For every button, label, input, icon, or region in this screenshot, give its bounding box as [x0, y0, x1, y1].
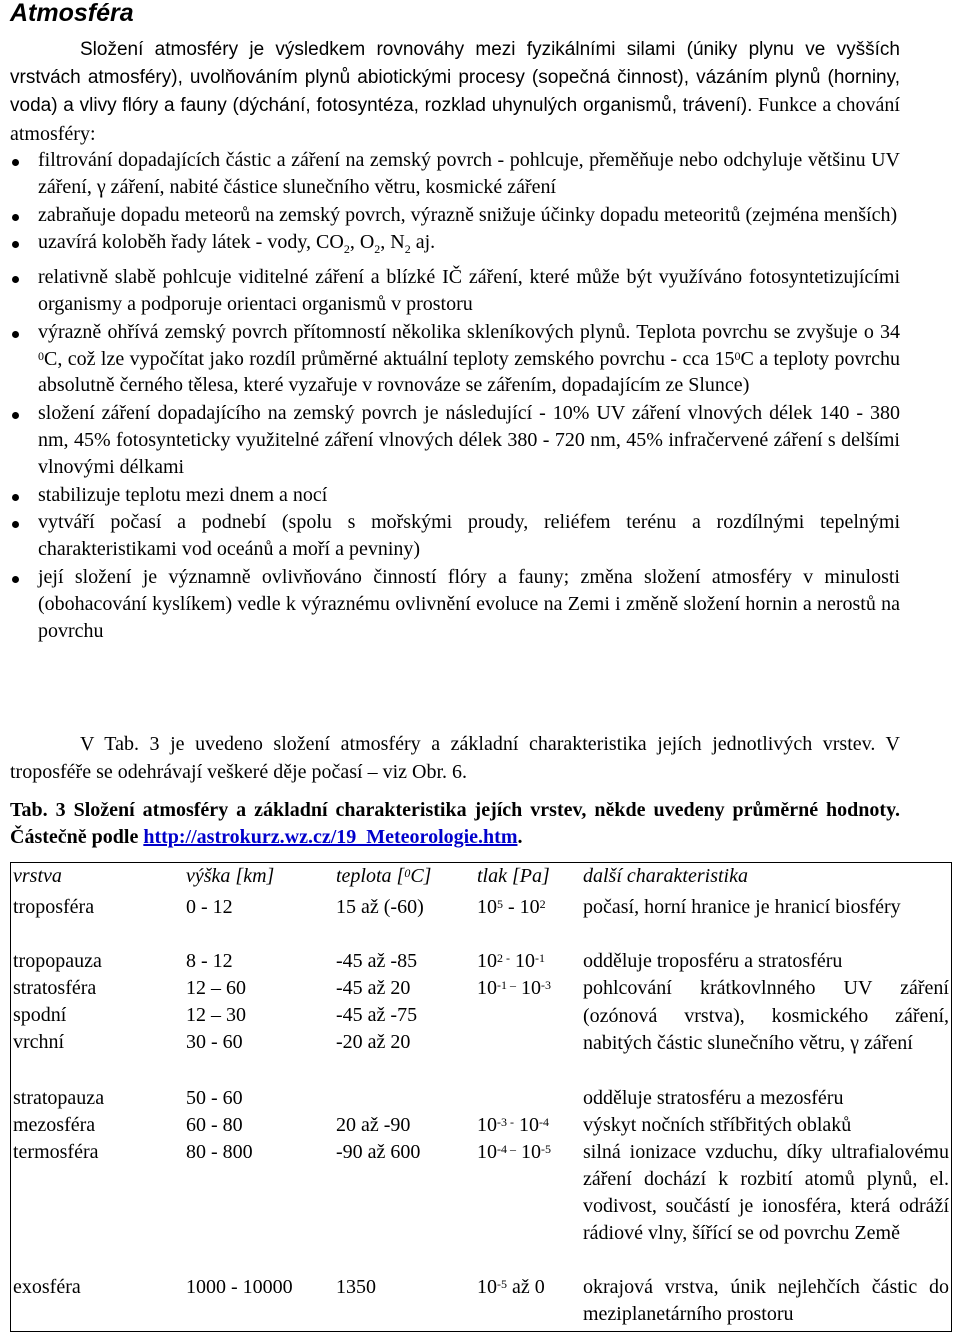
table-cell: -20 až 20 [336, 1031, 411, 1053]
source-link[interactable]: http://astrokurz.wz.cz/19_Meteorologie.htm [143, 826, 518, 848]
table-cell: $10^{-5}$ až 0 [477, 1276, 545, 1298]
list-item: výrazně ohřívá zemský povrch přítomností několika skleníkových plynů. Teplota povrchu se zvyšuje o 34 $^0$C, což lze vypočítat jako rozdíl průměrné aktuální teploty zemského povrchu - cca $15^0C$ a teploty povrchu absolutně černého tělesa, které vyzařuje v rovnováze se zářením, dopadajícím ze Slunce) [10, 319, 900, 399]
table-cell: 80 - 800 [186, 1141, 253, 1163]
table-cell: -45 až -75 [336, 1004, 418, 1026]
table-cell: stratopauza [13, 1087, 105, 1109]
table-cell: 1000 - 10000 [186, 1276, 293, 1298]
table-cell: spodní [13, 1004, 67, 1026]
atmosphere-table [10, 862, 952, 1332]
col-header-description: další charakteristika [583, 865, 748, 887]
table-cell: 15 až (-60) [336, 896, 424, 918]
table-cell: 1350 [336, 1276, 376, 1298]
list-item: stabilizuje teplotu mezi dnem a nocí [10, 482, 900, 509]
bullet-icon [12, 521, 19, 528]
list-item: uzavírá koloběh řady látek - vody, $CO_2$, $O_2$, $N_2$ aj. [10, 229, 900, 263]
table-cell: tropopauza [13, 950, 102, 972]
table-cell: $10^{-1 -}$ $10^{-3}$ [477, 977, 551, 999]
bullet-icon [12, 494, 19, 501]
col-header-temperature: teplota [$^0$C] [336, 865, 432, 887]
bullet-icon [12, 241, 19, 248]
intro-text: Složení atmosféry je výsledkem rovnováhy mezi fyzikálními silami (úniky plynu ve vyšších vrstvách atmosféry), uvolňováním plynů abiotickými procesy (sopečná činnost), vázáním plynů (horniny, voda) a vlivy flóry a fauny (dýchání, fotosyntéza, rozklad uhynulých organismů, trávení). [10, 39, 900, 117]
table-cell: $10^{-4 -}$ $10^{-5}$ [477, 1141, 551, 1163]
list-item: vytváří počasí a podnebí (spolu s mořskými proudy, reliéfem terénu a rozdílnými tepelnými charakteristikami vod oceánů a moří a pevniny) [10, 509, 900, 563]
bullet-icon [12, 576, 19, 583]
table-cell: vrchní [13, 1031, 65, 1053]
table-cell: okrajová vrstva, únik nejlehčích částic do meziplanetárního prostoru [583, 1276, 949, 1325]
table-cell: 12 – 30 [186, 1004, 246, 1026]
table-cell: pohlcování krátkovlnného UV záření (ozónová vrstva), kosmického záření, nabitých částic slunečního větru, γ záření [583, 977, 949, 1054]
table-cell: 8 - 12 [186, 950, 233, 972]
table-cell: 12 – 60 [186, 977, 246, 999]
table-cell: 20 až -90 [336, 1114, 411, 1136]
intro-paragraph [10, 36, 900, 149]
list-item: složení záření dopadajícího na zemský povrch je následující - 10% UV záření vlnových délek 140 - 380 nm, 45% fotosynteticky využitelné záření vlnových délek 380 - 720 nm, 45% infračervené záření s delšími vlnovými délkami [10, 400, 900, 480]
col-header-height: výška [km] [186, 865, 275, 887]
list-item: zabraňuje dopadu meteorů na zemský povrch, výrazně snižuje účinky dopadu meteoritů (zejména menších) [10, 202, 900, 229]
col-header-pressure: tlak [Pa] [477, 865, 550, 887]
table-cell: $10^5 - 10^2$ [477, 896, 546, 918]
table-cell: odděluje stratosféru a mezosféru [583, 1087, 844, 1109]
bullet-icon [12, 412, 19, 419]
table-cell: 0 - 12 [186, 896, 233, 918]
table-cell: odděluje troposféru a stratosféru [583, 950, 843, 972]
table-cell: $10^{-3 -}$ $10^{-4}$ [477, 1114, 549, 1136]
bullet-icon [12, 159, 19, 166]
table-cell: 60 - 80 [186, 1114, 243, 1136]
table-intro-paragraph: V Tab. 3 je uvedeno složení atmosféry a základní charakteristika jejích jednotlivých vrstev. V troposféře se odehrávají veškeré děje počasí – viz Obr. 6. [10, 733, 900, 783]
page-title: Atmosféra [10, 0, 134, 27]
list-item: relativně slabě pohlcuje viditelné záření a blízké IČ záření, které může být využíváno fotosyntetizujícími organismy a podporuje orientaci organismů v prostoru [10, 264, 900, 318]
bullet-icon [12, 276, 19, 283]
list-item: její složení je významně ovlivňováno činností flóry a fauny; změna složení atmosféry v minulosti (obohacování kyslíkem) vedle k výraznému ovlivnění evoluce na Zemi i změně složení hornin a nerostů na povrchu [10, 564, 900, 644]
table-caption: Tab. 3 Složení atmosféry a základní charakteristika jejích vrstev, někde uvedeny průměrné hodnoty. Částečně podle http://astrokurz.wz.cz/19_Meteorologie.htm. [10, 799, 900, 848]
table-cell: 30 - 60 [186, 1031, 243, 1053]
bullet-icon [12, 214, 19, 221]
table-cell: silná ionizace vzduchu, díky ultrafialovému záření dochází k rozbití atomů plynů, el. vodivost, součástí je ionosféra, která odráží rádiové vlny, šířící se od povrchu Země [583, 1141, 949, 1244]
table-cell: mezosféra [13, 1114, 96, 1136]
table-cell: termosféra [13, 1141, 99, 1163]
table-cell: $10^{2 -}$ $10^{-1}$ [477, 950, 545, 972]
table-cell: 50 - 60 [186, 1087, 243, 1109]
bullet-icon [12, 331, 19, 338]
table-cell: výskyt nočních stříbřitých oblaků [583, 1114, 852, 1136]
table-cell: troposféra [13, 896, 95, 918]
list-item: filtrování dopadajících částic a záření na zemský povrch - pohlcuje, přeměňuje nebo odchyluje většinu UV záření, γ záření, nabité částice slunečního větru, kosmické záření [10, 147, 900, 201]
table-cell: počasí, horní hranice je hranicí biosféry [583, 896, 901, 918]
table-cell: -90 až 600 [336, 1141, 421, 1163]
table-cell: stratosféra [13, 977, 97, 999]
table-cell: exosféra [13, 1276, 81, 1298]
col-header-layer: vrstva [13, 865, 62, 887]
function-list [10, 147, 900, 645]
intro-functions: Funkce a chování atmosféry: [10, 94, 900, 145]
table-cell: -45 až -85 [336, 950, 418, 972]
table-cell: -45 až 20 [336, 977, 411, 999]
